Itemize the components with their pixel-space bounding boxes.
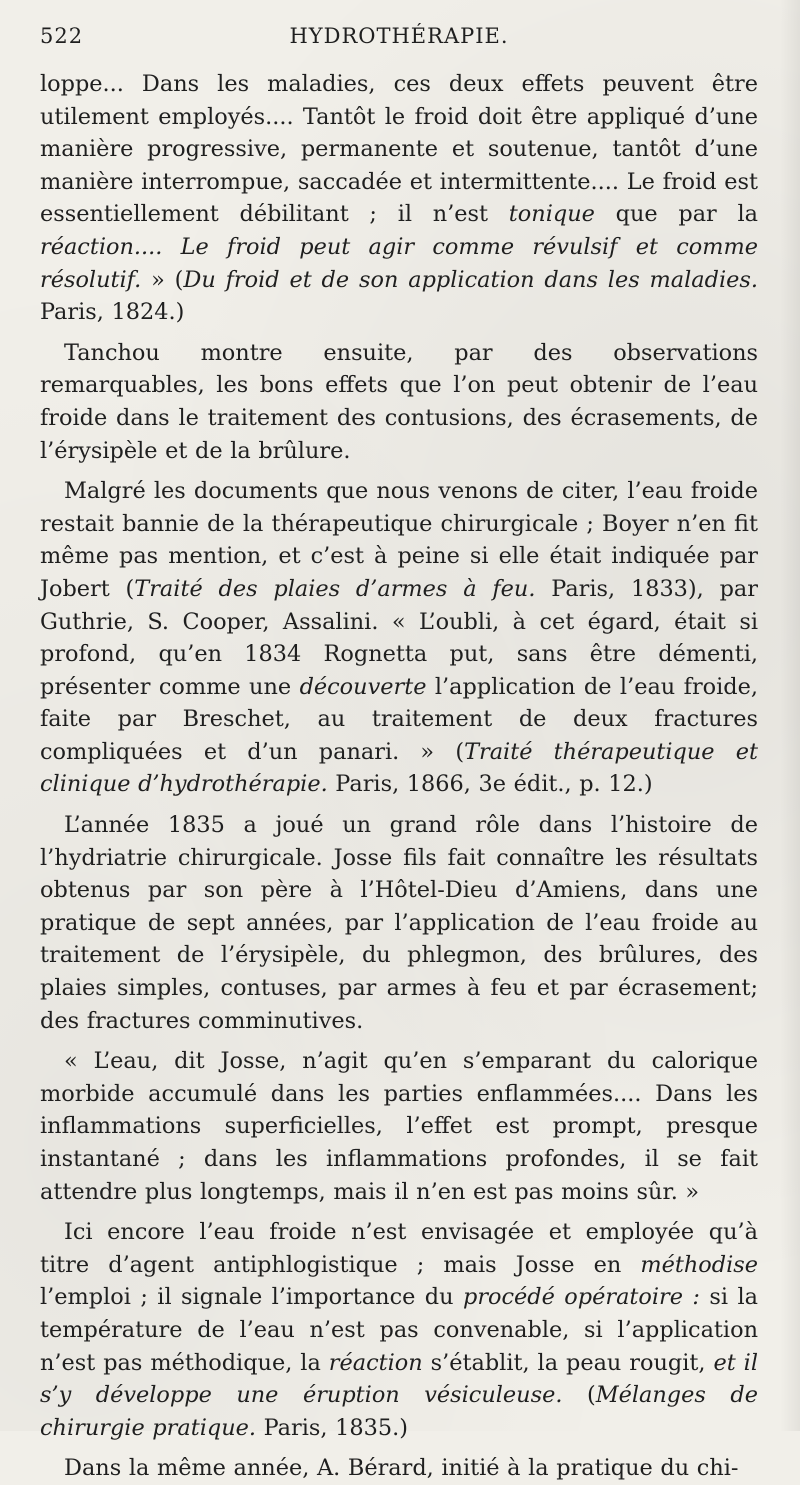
italic-text: réaction (328, 1349, 423, 1376)
paragraph (40, 475, 758, 801)
italic-text: méthodise (640, 1251, 758, 1278)
text-run: Dans la même année, A. Bérard, initié à la pratique du chi- (64, 1455, 739, 1482)
italic-text: Mélanges de chirurgie pratique. (40, 1382, 758, 1441)
paragraph (40, 1452, 758, 1485)
text-run: l’emploi ; il signale l’importance du (40, 1284, 463, 1311)
italic-text: procédé opératoire : (462, 1284, 700, 1311)
running-head (40, 22, 758, 62)
text-run: l’application de l’eau froide, faite par Breschet, au traitement de deux fractures compliquées et d’un panari. » ( (40, 673, 758, 765)
text-run: Paris, 1824.) (40, 299, 185, 326)
paragraph (40, 809, 758, 1037)
text-run: que par la (594, 201, 758, 228)
running-title: HYDROTHÉRAPIE. (289, 24, 509, 48)
body-text (40, 68, 758, 1485)
text-run: » ( (141, 266, 184, 293)
text-run: Tanchou montre ensuite, par des observations remarquables, les bons effets que l’on peut obtenir de l’eau froide dans le traitement des contusions, des écrasements, de l’érysipèle et de la brûlure. (40, 339, 758, 464)
italic-text: découverte (299, 673, 427, 700)
text-run: Malgré les documents que nous venons de citer, l’eau froide restait bannie de la thérapeutique chirurgicale ; Boyer n’en fit même pas mention, et c’est à peine si elle était indiquée par Jobert ( (40, 478, 758, 602)
text-run: Paris, 1833), par Guthrie, S. Cooper, Assalini. « L’oubli, à cet égard, était si profond, qu’en 1834 Rognetta put, sans être démenti, présenter comme une (40, 575, 758, 700)
italic-text: Traité des plaies d’armes à feu. (134, 575, 536, 602)
page-edge-shadow (780, 0, 800, 1431)
text-run: Ici encore l’eau froide n’est envisagée et employée qu’à titre d’agent antiphlogistique ; mais Josse en (40, 1219, 758, 1278)
paragraph (40, 1045, 758, 1208)
italic-text: Du froid et de son application dans les maladies. (183, 266, 758, 293)
text-run: Paris, 1835.) (255, 1414, 408, 1441)
text-run: si la température de l’eau n’est pas convenable, si l’application n’est pas méthodique, la (40, 1284, 758, 1376)
text-run: L’année 1835 a joué un grand rôle dans l’histoire de l’hydriatrie chirurgicale. Josse fils fait connaître les résultats obtenus par son père à l’Hôtel-Dieu d’Amiens, dans une pratique de sept années, par l’application de l’eau froide au traitement de l’érysipèle, du phlegmon, des brûlures, des plaies simples, contuses, par armes à feu et par écrasement; des fractures comminutives. (40, 812, 758, 1034)
italic-text: Traité thérapeutique et clinique d’hydrothérapie. (40, 738, 758, 798)
italic-text: réaction.... Le froid peut agir comme révulsif et comme résolutif. (40, 233, 758, 293)
paragraph (40, 1216, 758, 1444)
text-run: « L’eau, dit Josse, n’agit qu’en s’emparant du calorique morbide accumulé dans les parties enflammées.... Dans les inflammations superficielles, l’effet est prompt, presque instantané ; dans les inflammations profondes, il se fait attendre plus longtemps, mais il n’en est pas moins sûr. » (40, 1048, 758, 1205)
text-run: s’établit, la peau rougit, (422, 1349, 714, 1376)
paragraph (40, 337, 758, 467)
paragraph (40, 68, 758, 329)
text-run: Paris, 1866, 3e édit., p. 12.) (327, 771, 653, 798)
text-run: loppe... Dans les maladies, ces deux effets peuvent être utilement employés.... Tantôt le froid doit être appliqué d’une manière progressive, permanente et soutenue, tantôt d’une manière interrompue, saccadée et intermittente.... Le froid est essentiellement débilitant ; il n’est (40, 71, 758, 228)
italic-text: tonique (508, 201, 595, 228)
italic-text: et il s’y développe une éruption vésiculeuse. (40, 1349, 758, 1409)
text-run: ( (562, 1382, 596, 1409)
page-number: 522 (40, 24, 84, 48)
